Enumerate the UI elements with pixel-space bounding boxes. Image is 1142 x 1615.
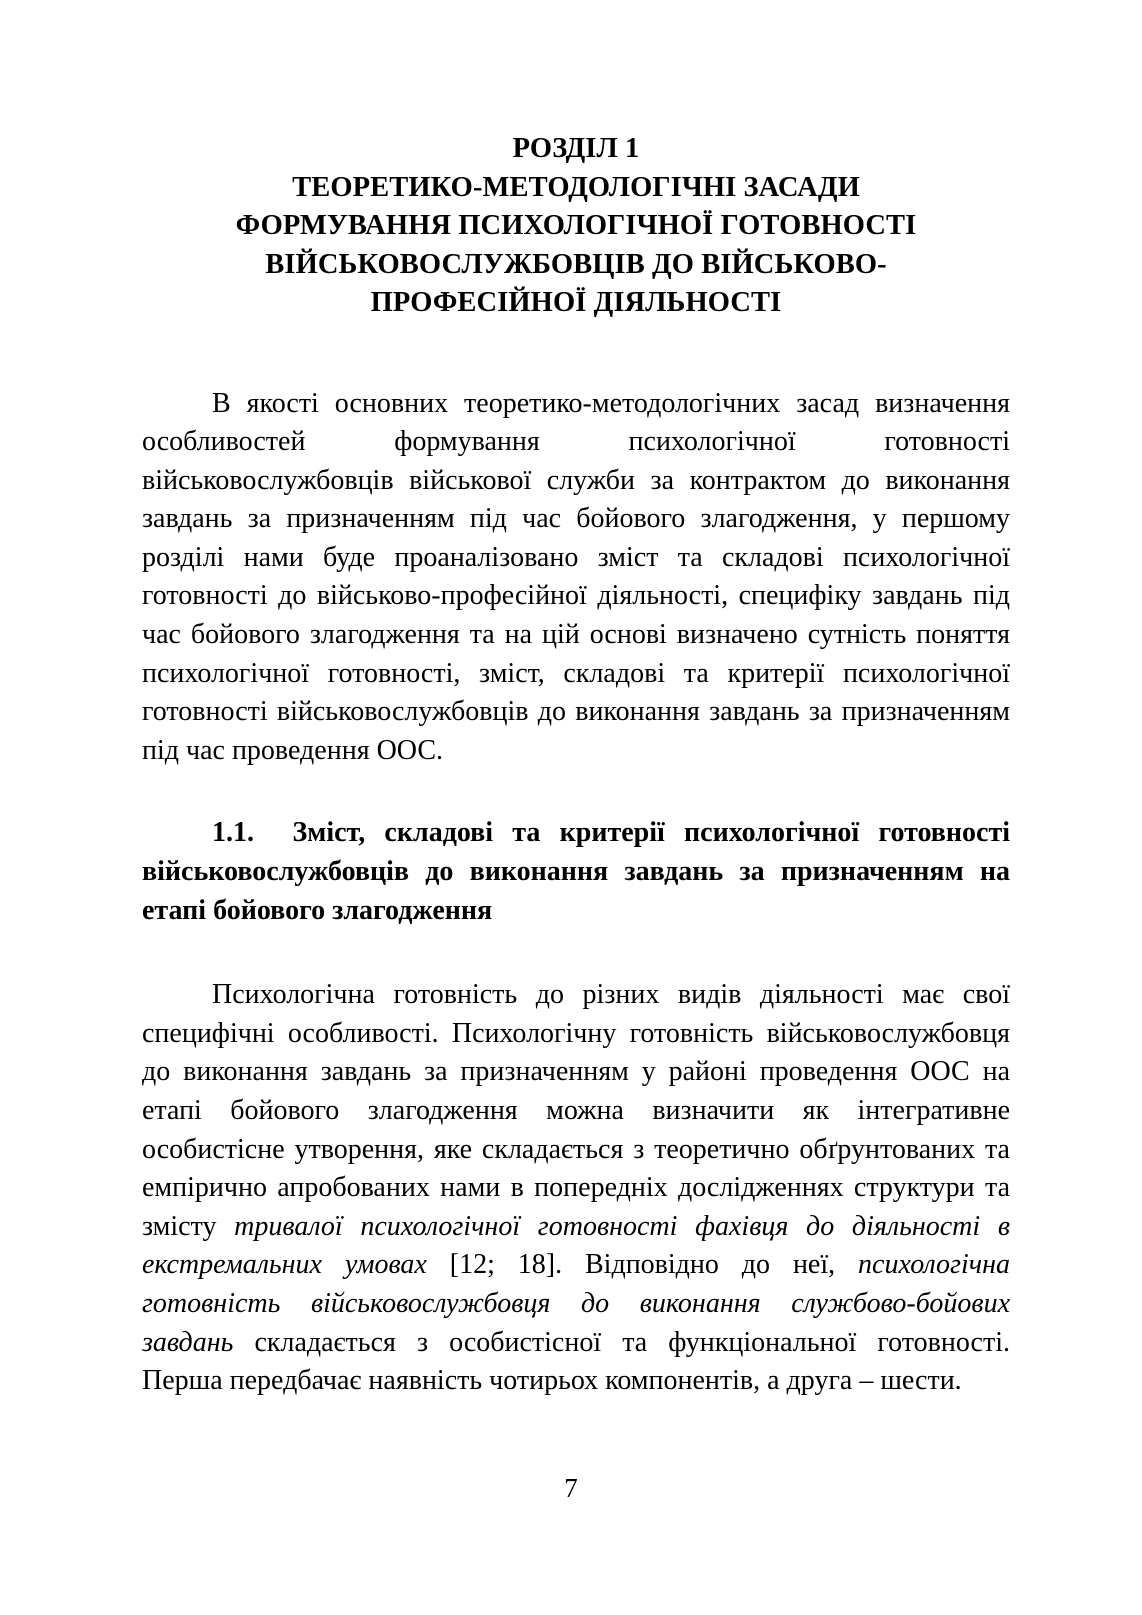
subsection-number: 1.1.	[212, 817, 254, 849]
chapter-heading-line-3: ФОРМУВАННЯ ПСИХОЛОГІЧНОЇ ГОТОВНОСТІ	[235, 210, 917, 241]
chapter-heading-line-5: ПРОФЕСІЙНОЇ ДІЯЛЬНОСТІ	[370, 287, 782, 318]
body-paragraph	[142, 976, 1010, 1401]
chapter-heading-line-1: РОЗДІЛ 1	[512, 133, 640, 164]
intro-paragraph: В якості основних теоретико-методологічних засад визначення особливостей формування психологічної готовності військовослужбовців військової служби за контрактом до виконання завдань за призначенням під час бойового злагодження, у першому розділі нами буде проаналізовано зміст та складові психологічної готовності до військово-професійної діяльності, специфіку завдань під час бойового злагодження та на цій основі визначено сутність поняття психологічної готовності, зміст, складові та критерії психологічної готовності військовослужбовців до виконання завдань за призначенням під час проведення ООС.	[142, 387, 1010, 766]
subsection-heading	[142, 814, 1010, 930]
chapter-heading-line-2: ТЕОРЕТИКО-МЕТОДОЛОГІЧНІ ЗАСАДИ	[292, 171, 860, 203]
body-segment-italic-1: тривалої психологічної готовності фахівця до діяльності в екстремальних умовах	[142, 1210, 1010, 1281]
chapter-heading	[142, 0, 1010, 323]
page-content	[142, 0, 1010, 1401]
body-segment-regular-1: Психологічна готовність до різних видів діяльності має свої специфічні особливості. Психологічну готовність військовослужбовця до виконання завдань за призначенням у районі проведення ООС на етапі бойового злагодження можна визначити як інтегративне особистісне утворення, яке складається з теоретично обґрунтованих та емпірично апробованих нами в попередніх дослідженнях структури та змісту	[142, 979, 1010, 1242]
page-number: 7	[564, 1473, 578, 1503]
chapter-heading-line-4: ВІЙСЬКОВОСЛУЖБОВЦІВ ДО ВІЙСЬКОВО-	[265, 248, 887, 280]
body-segment-regular-3: складається з особистісної та функціональної готовності. Перша передбачає наявність чотирьох компонентів, а друга – шести.	[142, 1326, 1010, 1397]
body-segment-italic-2: психологічна готовність військовослужбовця до виконання службово-бойових завдань	[142, 1249, 1011, 1358]
body-segment-regular-2: [12; 18]. Відповідно до неї,	[426, 1249, 859, 1281]
subsection-title: Зміст, складові та критерії психологічної готовності військовослужбовців до виконання завдань за призначенням на етапі бойового злагодження	[142, 817, 1010, 926]
